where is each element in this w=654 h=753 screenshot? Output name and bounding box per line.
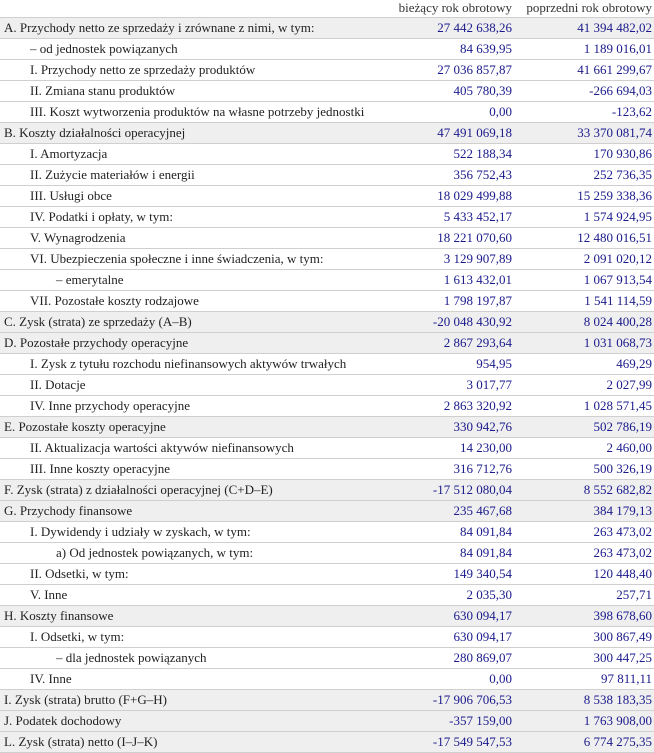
row-value-current-year: 14 230,00 bbox=[460, 440, 512, 455]
row-value-previous-year: 300 447,25 bbox=[593, 650, 652, 665]
row-label: I. Dywidendy i udziały w zyskach, w tym: bbox=[30, 524, 251, 539]
column-header-previous-year: poprzedni rok obrotowy bbox=[526, 0, 652, 15]
row-label: L. Zysk (strata) netto (I–J–K) bbox=[4, 734, 158, 749]
row-value-previous-year: 8 024 400,28 bbox=[583, 314, 652, 329]
row-label: I. Odsetki, w tym: bbox=[30, 629, 125, 644]
row-label: VII. Pozostałe koszty rodzajowe bbox=[30, 293, 199, 308]
row-label: V. Wynagrodzenia bbox=[30, 230, 126, 245]
row-label: III. Usługi obce bbox=[30, 188, 112, 203]
row-value-current-year: 27 442 638,26 bbox=[437, 20, 512, 35]
row-value-previous-year: 1 028 571,45 bbox=[583, 398, 652, 413]
row-label: A. Przychody netto ze sprzedaży i zrównane z nimi, w tym: bbox=[4, 20, 315, 35]
row-label: I. Zysk (strata) brutto (F+G–H) bbox=[4, 692, 167, 707]
row-value-current-year: 0,00 bbox=[489, 671, 512, 686]
row-value-current-year: 18 221 070,60 bbox=[437, 230, 512, 245]
row-label: I. Przychody netto ze sprzedaży produktów bbox=[30, 62, 256, 77]
row-value-previous-year: 502 786,19 bbox=[593, 419, 652, 434]
row-value-current-year: 330 942,76 bbox=[453, 419, 512, 434]
row-value-previous-year: 1 763 908,00 bbox=[583, 713, 652, 728]
row-value-current-year: 2 035,30 bbox=[466, 587, 512, 602]
statement-row bbox=[0, 144, 654, 165]
row-value-current-year: -17 549 547,53 bbox=[432, 734, 512, 749]
row-value-previous-year: 170 930,86 bbox=[593, 146, 652, 161]
row-label: II. Odsetki, w tym: bbox=[30, 566, 129, 581]
row-value-current-year: 18 029 499,88 bbox=[437, 188, 512, 203]
statement-row bbox=[0, 207, 654, 228]
statement-row bbox=[0, 270, 654, 291]
row-value-current-year: 280 869,07 bbox=[453, 650, 512, 665]
row-value-previous-year: 33 370 081,74 bbox=[577, 125, 652, 140]
statement-row bbox=[0, 543, 654, 564]
row-label: VI. Ubezpieczenia społeczne i inne świadczenia, w tym: bbox=[30, 251, 324, 266]
row-label: F. Zysk (strata) z działalności operacyjnej (C+D–E) bbox=[4, 482, 273, 497]
row-value-previous-year: 8 552 682,82 bbox=[583, 482, 652, 497]
row-value-previous-year: 8 538 183,35 bbox=[583, 692, 652, 707]
row-value-previous-year: 2 091 020,12 bbox=[583, 251, 652, 266]
row-label: III. Inne koszty operacyjne bbox=[30, 461, 171, 476]
statement-row bbox=[0, 312, 654, 333]
statement-row bbox=[0, 354, 654, 375]
row-value-current-year: 316 712,76 bbox=[453, 461, 512, 476]
row-label: IV. Inne bbox=[30, 671, 72, 686]
statement-row bbox=[0, 123, 654, 144]
row-value-previous-year: 398 678,60 bbox=[593, 608, 652, 623]
row-value-current-year: 2 867 293,64 bbox=[443, 335, 512, 350]
statement-row bbox=[0, 60, 654, 81]
statement-row bbox=[0, 585, 654, 606]
row-value-current-year: 47 491 069,18 bbox=[437, 125, 512, 140]
row-value-current-year: 954,95 bbox=[476, 356, 512, 371]
statement-row bbox=[0, 417, 654, 438]
row-value-current-year: 630 094,17 bbox=[453, 629, 512, 644]
row-value-previous-year: 1 067 913,54 bbox=[583, 272, 652, 287]
statement-row bbox=[0, 39, 654, 60]
row-label: III. Koszt wytworzenia produktów na własne potrzeby jednostki bbox=[30, 104, 365, 119]
statement-row bbox=[0, 291, 654, 312]
row-value-current-year: -20 048 430,92 bbox=[432, 314, 512, 329]
row-value-current-year: 2 863 320,92 bbox=[443, 398, 512, 413]
row-value-previous-year: 1 031 068,73 bbox=[583, 335, 652, 350]
statement-row bbox=[0, 165, 654, 186]
row-label: B. Koszty działalności operacyjnej bbox=[4, 125, 186, 140]
statement-row bbox=[0, 690, 654, 711]
statement-row bbox=[0, 711, 654, 732]
row-label: I. Zysk z tytułu rozchodu niefinansowych aktywów trwałych bbox=[30, 356, 347, 371]
row-label: II. Zużycie materiałów i energii bbox=[30, 167, 195, 182]
statement-row bbox=[0, 522, 654, 543]
statement-row bbox=[0, 249, 654, 270]
row-label: V. Inne bbox=[30, 587, 68, 602]
statement-row bbox=[0, 17, 654, 39]
row-value-previous-year: 1 541 114,59 bbox=[584, 293, 652, 308]
statement-row bbox=[0, 459, 654, 480]
row-value-current-year: 84 091,84 bbox=[460, 524, 512, 539]
row-value-previous-year: 2 027,99 bbox=[606, 377, 652, 392]
row-value-current-year: -357 159,00 bbox=[449, 713, 512, 728]
row-value-current-year: -17 906 706,53 bbox=[432, 692, 512, 707]
statement-row bbox=[0, 375, 654, 396]
row-value-current-year: 149 340,54 bbox=[453, 566, 512, 581]
row-value-previous-year: 41 394 482,02 bbox=[577, 20, 652, 35]
row-label: II. Zmiana stanu produktów bbox=[30, 83, 176, 98]
row-value-previous-year: 300 867,49 bbox=[593, 629, 652, 644]
row-value-previous-year: 12 480 016,51 bbox=[577, 230, 652, 245]
statement-row bbox=[0, 186, 654, 207]
row-label: – emerytalne bbox=[56, 272, 124, 287]
statement-row bbox=[0, 102, 654, 123]
row-value-previous-year: 263 473,02 bbox=[593, 524, 652, 539]
column-header-current-year: bieżący rok obrotowy bbox=[398, 0, 512, 15]
row-value-previous-year: 469,29 bbox=[616, 356, 652, 371]
row-label: IV. Podatki i opłaty, w tym: bbox=[30, 209, 173, 224]
row-value-previous-year: 15 259 338,36 bbox=[577, 188, 652, 203]
statement-row bbox=[0, 606, 654, 627]
row-label: H. Koszty finansowe bbox=[4, 608, 114, 623]
statement-rows bbox=[0, 17, 654, 753]
row-label: II. Aktualizacja wartości aktywów niefinansowych bbox=[30, 440, 294, 455]
row-label: II. Dotacje bbox=[30, 377, 86, 392]
statement-row bbox=[0, 627, 654, 648]
row-value-current-year: 0,00 bbox=[489, 104, 512, 119]
statement-row bbox=[0, 480, 654, 501]
statement-row bbox=[0, 669, 654, 690]
row-value-previous-year: 41 661 299,67 bbox=[577, 62, 652, 77]
row-label: IV. Inne przychody operacyjne bbox=[30, 398, 191, 413]
row-label: D. Pozostałe przychody operacyjne bbox=[4, 335, 189, 350]
row-value-previous-year: 384 179,13 bbox=[593, 503, 652, 518]
row-value-previous-year: 97 811,11 bbox=[600, 671, 652, 686]
row-label: – od jednostek powiązanych bbox=[30, 41, 178, 56]
row-value-current-year: 3 129 907,89 bbox=[443, 251, 512, 266]
row-value-current-year: 84 639,95 bbox=[460, 41, 512, 56]
row-label: a) Od jednostek powiązanych, w tym: bbox=[56, 545, 254, 560]
statement-row bbox=[0, 396, 654, 417]
row-value-current-year: 356 752,43 bbox=[453, 167, 512, 182]
row-value-previous-year: -266 694,03 bbox=[589, 83, 652, 98]
statement-row bbox=[0, 564, 654, 585]
row-value-current-year: 1 798 197,87 bbox=[443, 293, 512, 308]
row-value-previous-year: 252 736,35 bbox=[593, 167, 652, 182]
row-value-current-year: 3 017,77 bbox=[466, 377, 512, 392]
row-value-previous-year: 500 326,19 bbox=[593, 461, 652, 476]
row-value-previous-year: 2 460,00 bbox=[606, 440, 652, 455]
row-value-previous-year: 120 448,40 bbox=[593, 566, 652, 581]
row-value-current-year: 522 188,34 bbox=[453, 146, 512, 161]
row-label: C. Zysk (strata) ze sprzedaży (A–B) bbox=[4, 314, 192, 329]
row-value-current-year: 1 613 432,01 bbox=[443, 272, 512, 287]
row-value-previous-year: 1 574 924,95 bbox=[583, 209, 652, 224]
statement-row bbox=[0, 501, 654, 522]
row-value-current-year: 84 091,84 bbox=[460, 545, 512, 560]
row-value-previous-year: 257,71 bbox=[616, 587, 652, 602]
statement-row bbox=[0, 648, 654, 669]
row-label: G. Przychody finansowe bbox=[4, 503, 133, 518]
row-value-current-year: -17 512 080,04 bbox=[432, 482, 512, 497]
row-label: E. Pozostałe koszty operacyjne bbox=[4, 419, 166, 434]
column-header-row bbox=[0, 0, 654, 17]
row-value-current-year: 630 094,17 bbox=[453, 608, 512, 623]
row-value-current-year: 405 780,39 bbox=[453, 83, 512, 98]
row-value-current-year: 27 036 857,87 bbox=[437, 62, 512, 77]
row-value-previous-year: 1 189 016,01 bbox=[583, 41, 652, 56]
row-value-current-year: 235 467,68 bbox=[453, 503, 512, 518]
row-value-current-year: 5 433 452,17 bbox=[443, 209, 512, 224]
statement-row bbox=[0, 732, 654, 753]
row-value-previous-year: 6 774 275,35 bbox=[583, 734, 652, 749]
row-value-previous-year: -123,62 bbox=[611, 104, 652, 119]
row-label: J. Podatek dochodowy bbox=[4, 713, 122, 728]
row-value-previous-year: 263 473,02 bbox=[593, 545, 652, 560]
statement-row bbox=[0, 333, 654, 354]
row-label: – dla jednostek powiązanych bbox=[56, 650, 207, 665]
row-label: I. Amortyzacja bbox=[30, 146, 108, 161]
statement-row bbox=[0, 438, 654, 459]
statement-row bbox=[0, 81, 654, 102]
statement-row bbox=[0, 228, 654, 249]
